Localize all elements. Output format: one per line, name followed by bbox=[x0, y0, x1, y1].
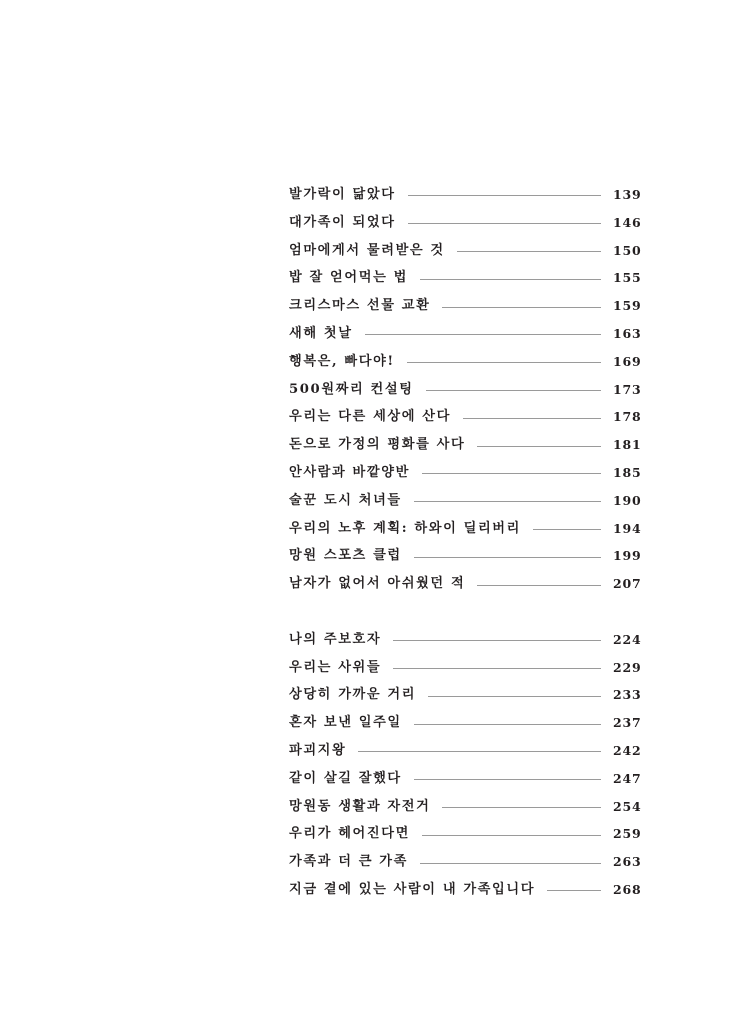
toc-entry-page-number: 163 bbox=[613, 325, 642, 341]
toc-entry[interactable] bbox=[289, 487, 642, 515]
toc-leader-line bbox=[414, 779, 601, 780]
toc-entry[interactable] bbox=[289, 181, 642, 209]
toc-leader-line bbox=[457, 251, 601, 252]
toc-entry-title: 가족과 더 큰 가족 bbox=[289, 854, 408, 870]
toc-entry-title: 우리는 사위들 bbox=[289, 659, 382, 675]
toc-entry-page-number: 155 bbox=[613, 270, 642, 286]
toc-entry[interactable] bbox=[289, 403, 642, 431]
toc-entry-title: 돈으로 가정의 평화를 사다 bbox=[289, 437, 466, 453]
toc-entry-title: 새해 첫날 bbox=[289, 325, 353, 341]
toc-entry-title: 우리의 노후 계획: 하와이 딜리버리 bbox=[289, 520, 521, 536]
toc-entry-title: 행복은, 빠다야! bbox=[289, 353, 395, 369]
toc-entry-page-number: 263 bbox=[613, 854, 642, 870]
toc-entry-page-number: 173 bbox=[613, 381, 642, 397]
toc-entry-title: 밥 잘 얻어먹는 법 bbox=[289, 270, 408, 286]
toc-entry-page-number: 181 bbox=[613, 437, 642, 453]
toc-entry-title: 우리가 헤어진다면 bbox=[289, 826, 410, 842]
toc-group-2 bbox=[289, 626, 642, 904]
toc-entry-page-number: 190 bbox=[613, 492, 642, 508]
toc-leader-line bbox=[393, 668, 601, 669]
toc-entry-page-number: 224 bbox=[613, 631, 642, 647]
toc-entry[interactable] bbox=[289, 765, 642, 793]
toc-leader-line bbox=[420, 279, 601, 280]
toc-entry[interactable] bbox=[289, 709, 642, 737]
toc-entry-page-number: 237 bbox=[613, 715, 642, 731]
toc-leader-line bbox=[442, 807, 601, 808]
toc-leader-line bbox=[414, 724, 601, 725]
toc-entry[interactable] bbox=[289, 848, 642, 876]
toc-entry-page-number: 150 bbox=[613, 242, 642, 258]
toc-entry-title: 망원 스포츠 클럽 bbox=[289, 548, 402, 564]
toc-entry[interactable] bbox=[289, 209, 642, 237]
toc-entry[interactable] bbox=[289, 292, 642, 320]
toc-entry[interactable] bbox=[289, 654, 642, 682]
toc-entry-page-number: 194 bbox=[613, 520, 642, 536]
toc-entry[interactable] bbox=[289, 876, 642, 904]
toc-leader-line bbox=[426, 390, 601, 391]
toc-entry-page-number: 139 bbox=[613, 187, 642, 202]
toc-entry-page-number: 247 bbox=[613, 770, 642, 786]
toc-leader-line bbox=[547, 890, 601, 891]
toc-entry-title: 같이 살길 잘했다 bbox=[289, 770, 402, 786]
toc-entry[interactable] bbox=[289, 681, 642, 709]
toc-entry-title: 500원짜리 컨설팅 bbox=[289, 381, 414, 397]
toc-entry[interactable] bbox=[289, 515, 642, 543]
toc-entry-page-number: 207 bbox=[613, 576, 642, 592]
toc-entry-page-number: 159 bbox=[613, 298, 642, 314]
toc-leader-line bbox=[428, 696, 601, 697]
toc-leader-line bbox=[422, 835, 601, 836]
toc-entry-title: 엄마에게서 물려받은 것 bbox=[289, 242, 445, 258]
toc-entry-page-number: 199 bbox=[613, 548, 642, 564]
toc-entry-page-number: 259 bbox=[613, 826, 642, 842]
toc-entry[interactable] bbox=[289, 264, 642, 292]
toc-entry-title: 술꾼 도시 처녀들 bbox=[289, 492, 402, 508]
toc-entry-title: 발가락이 닮았다 bbox=[289, 187, 396, 202]
toc-entry-title: 대가족이 되었다 bbox=[289, 214, 396, 230]
toc-leader-line bbox=[365, 334, 601, 335]
toc-entry-title: 상당히 가까운 거리 bbox=[289, 687, 417, 703]
toc-entry[interactable] bbox=[289, 626, 642, 654]
toc-leader-line bbox=[408, 223, 601, 224]
toc-entry-page-number: 242 bbox=[613, 742, 642, 758]
toc-entry-page-number: 233 bbox=[613, 687, 642, 703]
toc-entry-title: 혼자 보낸 일주일 bbox=[289, 715, 402, 731]
toc-leader-line bbox=[477, 446, 601, 447]
toc-leader-line bbox=[407, 362, 601, 363]
toc-leader-line bbox=[408, 195, 601, 196]
toc-entry[interactable] bbox=[289, 542, 642, 570]
toc-leader-line bbox=[358, 751, 601, 752]
toc-entry-page-number: 229 bbox=[613, 659, 642, 675]
toc-entry-title: 망원동 생활과 자전거 bbox=[289, 798, 431, 814]
toc-entry-page-number: 268 bbox=[613, 881, 642, 897]
toc-leader-line bbox=[393, 640, 601, 641]
toc-entry-title: 지금 곁에 있는 사람이 내 가족입니다 bbox=[289, 881, 536, 897]
toc-leader-line bbox=[442, 307, 601, 308]
table-of-contents bbox=[289, 181, 642, 904]
toc-entry[interactable] bbox=[289, 737, 642, 765]
toc-entry-page-number: 185 bbox=[613, 464, 642, 480]
toc-entry-title: 크리스마스 선물 교환 bbox=[289, 298, 431, 314]
toc-leader-line bbox=[463, 418, 601, 419]
toc-leader-line bbox=[420, 863, 601, 864]
toc-entry[interactable] bbox=[289, 348, 642, 376]
toc-entry[interactable] bbox=[289, 320, 642, 348]
toc-entry[interactable] bbox=[289, 431, 642, 459]
toc-leader-line bbox=[477, 585, 601, 586]
toc-entry-page-number: 169 bbox=[613, 353, 642, 369]
toc-leader-line bbox=[414, 501, 601, 502]
toc-entry[interactable] bbox=[289, 820, 642, 848]
toc-entry-title: 남자가 없어서 아쉬웠던 적 bbox=[289, 576, 466, 592]
toc-entry[interactable] bbox=[289, 459, 642, 487]
toc-entry-page-number: 178 bbox=[613, 409, 642, 425]
toc-entry[interactable] bbox=[289, 570, 642, 598]
toc-entry-title: 파괴지왕 bbox=[289, 742, 347, 758]
toc-leader-line bbox=[414, 557, 601, 558]
toc-entry-title: 안사람과 바깥양반 bbox=[289, 464, 410, 480]
toc-group-1 bbox=[289, 181, 642, 598]
toc-entry-title: 우리는 다른 세상에 산다 bbox=[289, 409, 451, 425]
toc-entry-page-number: 146 bbox=[613, 214, 642, 230]
toc-entry-page-number: 254 bbox=[613, 798, 642, 814]
toc-leader-line bbox=[533, 529, 601, 530]
toc-entry-title: 나의 주보호자 bbox=[289, 631, 382, 647]
toc-entry[interactable] bbox=[289, 237, 642, 265]
toc-entry[interactable] bbox=[289, 793, 642, 821]
toc-entry[interactable] bbox=[289, 376, 642, 404]
toc-leader-line bbox=[422, 473, 601, 474]
